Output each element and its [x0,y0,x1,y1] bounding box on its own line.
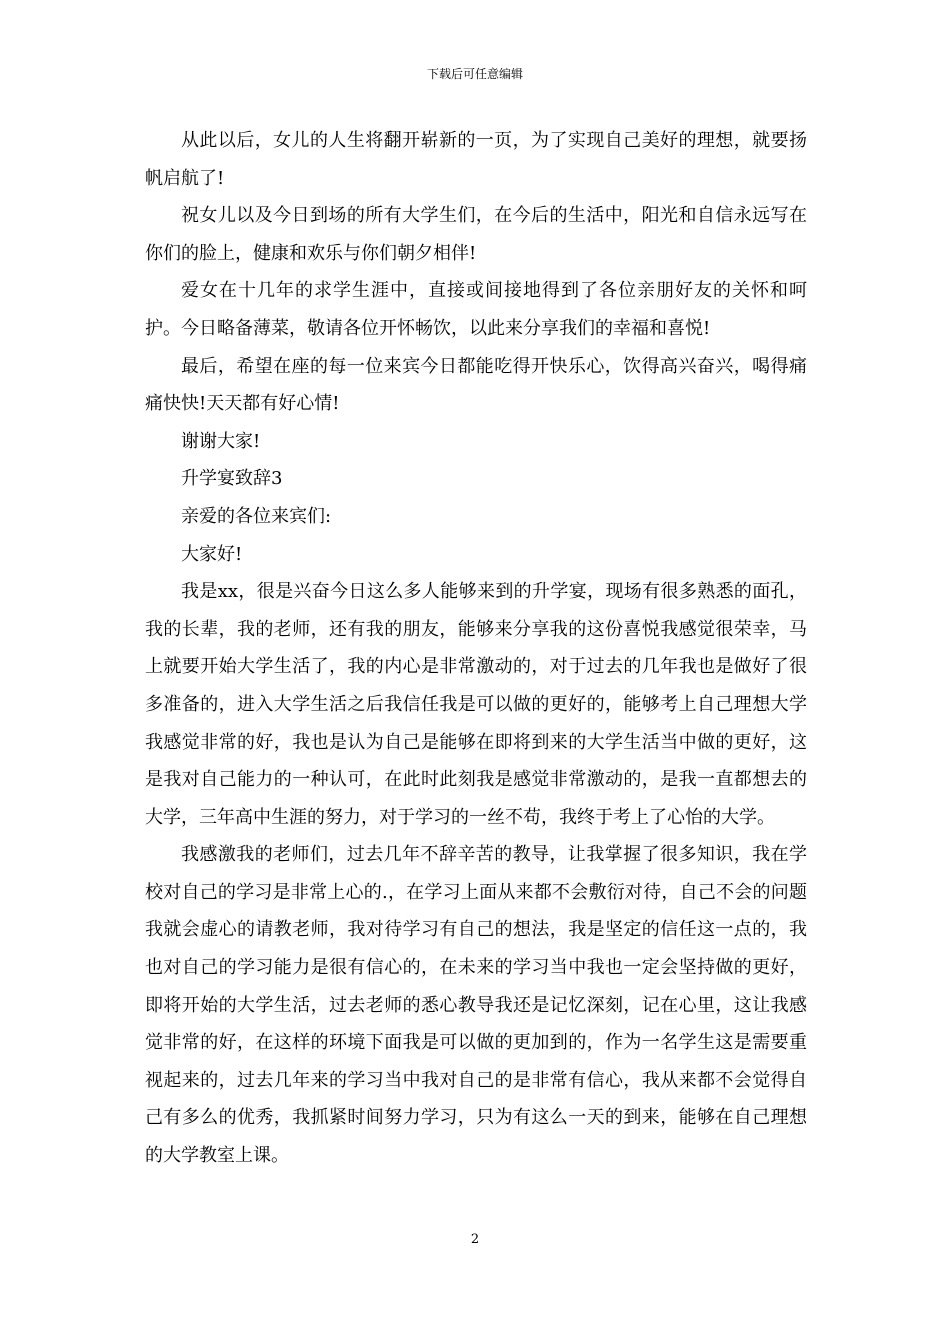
paragraph: 爱女在十几年的求学生涯中，直接或间接地得到了各位亲朋好友的关怀和呵护。今日略备薄菜，敬请各位开怀畅饮，以此来分享我们的幸福和喜悦! [145,280,807,339]
paragraph: 大家好! [181,543,243,565]
paragraph: 我感激我的老师们，过去几年不辞辛苦的教导，让我掌握了很多知识，我在学校对自己的学习是非常上心的.，在学习上面从来都不会敷衍对待，自己不会的问题我就会虚心的请教老师，我对待学习有自己的想法，我是坚定的信任这一点的，我也对自己的学习能力是很有信心的，在未来的学习当中我也一定会坚持做的更好，即将开始的大学生活，过去老师的悉心教导我还是记忆深刻，记在心里，这让我感觉非常的好，在这样的环境下面我是可以做的更加到的，作为一名学生这是需要重视起来的，过去几年来的学习当中我对自己的是非常有信心，我从来都不会觉得自己有多么的优秀，我抓紧时间努力学习，只为有这么一天的到来，能够在自己理想的大学教室上课。 [145,844,807,1167]
document-body [145,122,807,1175]
paragraph: 谢谢大家! [181,430,261,452]
page-header: 下载后可任意编辑 [426,67,523,81]
paragraph: 从此以后，女儿的人生将翻开崭新的一页，为了实现自己美好的理想，就要扬帆启航了! [145,130,807,189]
paragraph: 我是xx，很是兴奋今日这么多人能够来到的升学宴，现场有很多熟悉的面孔，我的长辈，我的老师，还有我的朋友，能够来分享我的这份喜悦我感觉很荣幸，马上就要开始大学生活了，我的内心是非常激动的，对于过去的几年我也是做好了很多准备的，进入大学生活之后我信任我是可以做的更好的，能够考上自己理想大学我感觉非常的好，我也是认为自己是能够在即将到来的大学生活当中做的更好，这是我对自己能力的一种认可，在此时此刻我是感觉非常激动的，是我一直都想去的大学，三年高中生涯的努力，对于学习的一丝不苟，我终于考上了心怡的大学。 [145,581,807,828]
paragraph: 最后，希望在座的每一位来宾今日都能吃得开快乐心，饮得高兴奋兴，喝得痛痛快快!天天都有好心情! [145,355,807,415]
paragraph: 亲爱的各位来宾们: [181,505,332,527]
paragraph: 祝女儿以及今日到场的所有大学生们，在今后的生活中，阳光和自信永远写在你们的脸上，健康和欢乐与你们朝夕相伴! [145,205,807,264]
section-heading: 升学宴致辞3 [181,468,283,490]
page-number: 2 [470,1232,480,1247]
